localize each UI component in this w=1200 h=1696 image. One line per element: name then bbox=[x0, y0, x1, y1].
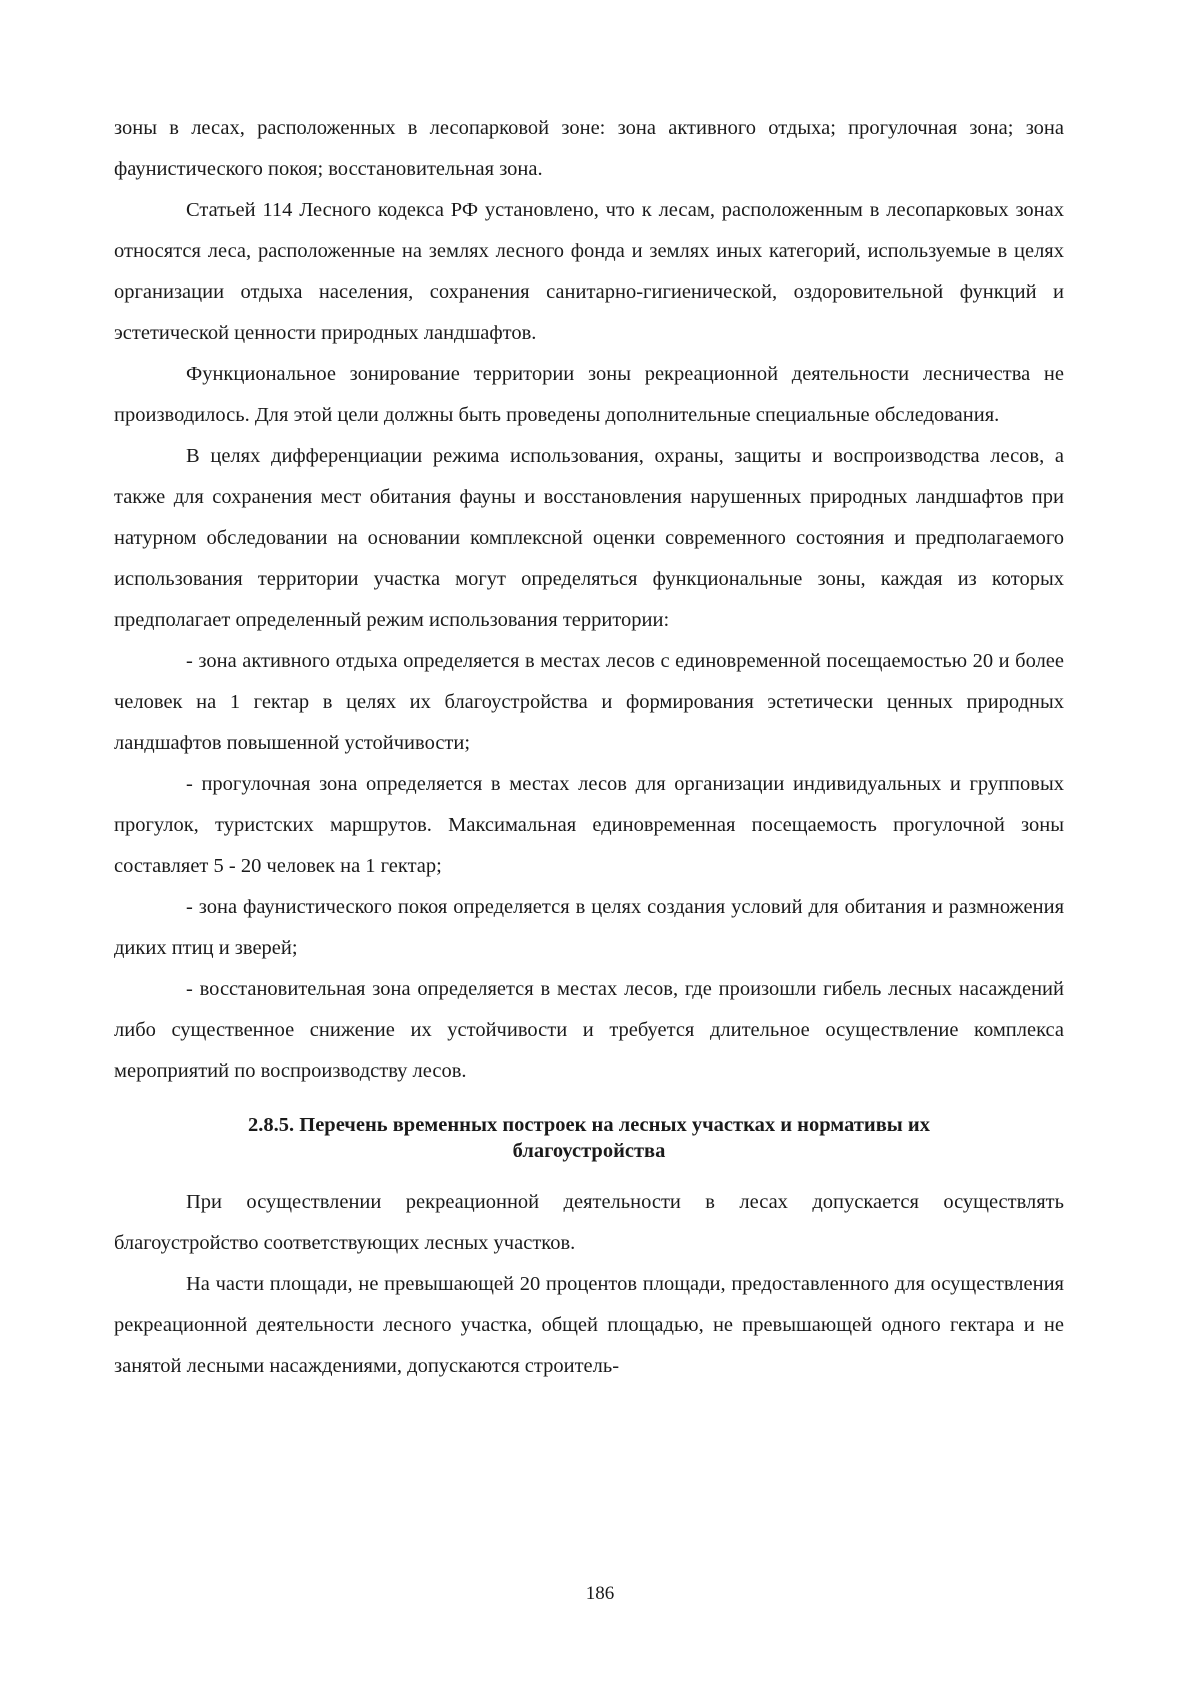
paragraph-functional-zones: В целях дифференциации режима использования, охраны, защиты и воспроизводства лесов, а также для сохранения мест обитания фауны и восстановления нарушенных природных ландшафтов при натурном обследовании на основании комплексной оценки современного состояния и предполагаемого использования территории участка могут определяться функциональные зоны, каждая из которых предполагает определенный режим использования территории: bbox=[114, 445, 1064, 631]
list-item-active-rest-zone: - зона активного отдыха определяется в местах лесов с единовременной посещаемостью 20 и более человек на 1 гектар в целях их благоустройства и формирования эстетически ценных природных ландшафтов повышенной устойчивости; bbox=[114, 650, 1064, 754]
page-number: 186 bbox=[585, 1583, 615, 1604]
paragraph-article-114: Статьей 114 Лесного кодекса РФ установлено, что к лесам, расположенным в лесопарковых зонах относятся леса, расположенные на землях лесного фонда и землях иных категорий, используемые в целях организации отдыха населения, сохранения санитарно-гигиенической, оздоровительной функций и эстетической ценности природных ландшафтов. bbox=[114, 199, 1064, 344]
document-page bbox=[114, 108, 1064, 1387]
paragraph-zoning-not-done: Функциональное зонирование территории зоны рекреационной деятельности лесничества не производилось. Для этой цели должны быть проведены дополнительные специальные обследования. bbox=[114, 363, 1064, 426]
paragraph-landscaping: При осуществлении рекреационной деятельности в лесах допускается осуществлять благоустройство соответствующих лесных участков. bbox=[114, 1191, 1064, 1254]
list-item-faunistic-rest-zone: - зона фаунистического покоя определяется в целях создания условий для обитания и размножения диких птиц и зверей; bbox=[114, 896, 1064, 959]
list-item-walking-zone: - прогулочная зона определяется в местах лесов для организации индивидуальных и групповых прогулок, туристских маршрутов. Максимальная единовременная посещаемость прогулочной зоны составляет 5 - 20 человек на 1 гектар; bbox=[114, 773, 1064, 877]
paragraph-twenty-percent: На части площади, не превышающей 20 процентов площади, предоставленного для осуществления рекреационной деятельности лесного участка, общей площадью, не превышающей одного гектара и не занятой лесными насаждениями, допускаются строитель- bbox=[114, 1273, 1064, 1377]
list-item-restoration-zone: - восстановительная зона определяется в местах лесов, где произошли гибель лесных насаждений либо существенное снижение их устойчивости и требуется длительное осуществление комплекса мероприятий по воспроизводству лесов. bbox=[114, 978, 1064, 1082]
section-heading: 2.8.5. Перечень временных построек на лесных участках и нормативы их благоустройства bbox=[248, 1114, 930, 1162]
paragraph-zones-list: зоны в лесах, расположенных в лесопарковой зоне: зона активного отдыха; прогулочная зона; зона фаунистического покоя; восстановительная зона. bbox=[114, 117, 1064, 180]
